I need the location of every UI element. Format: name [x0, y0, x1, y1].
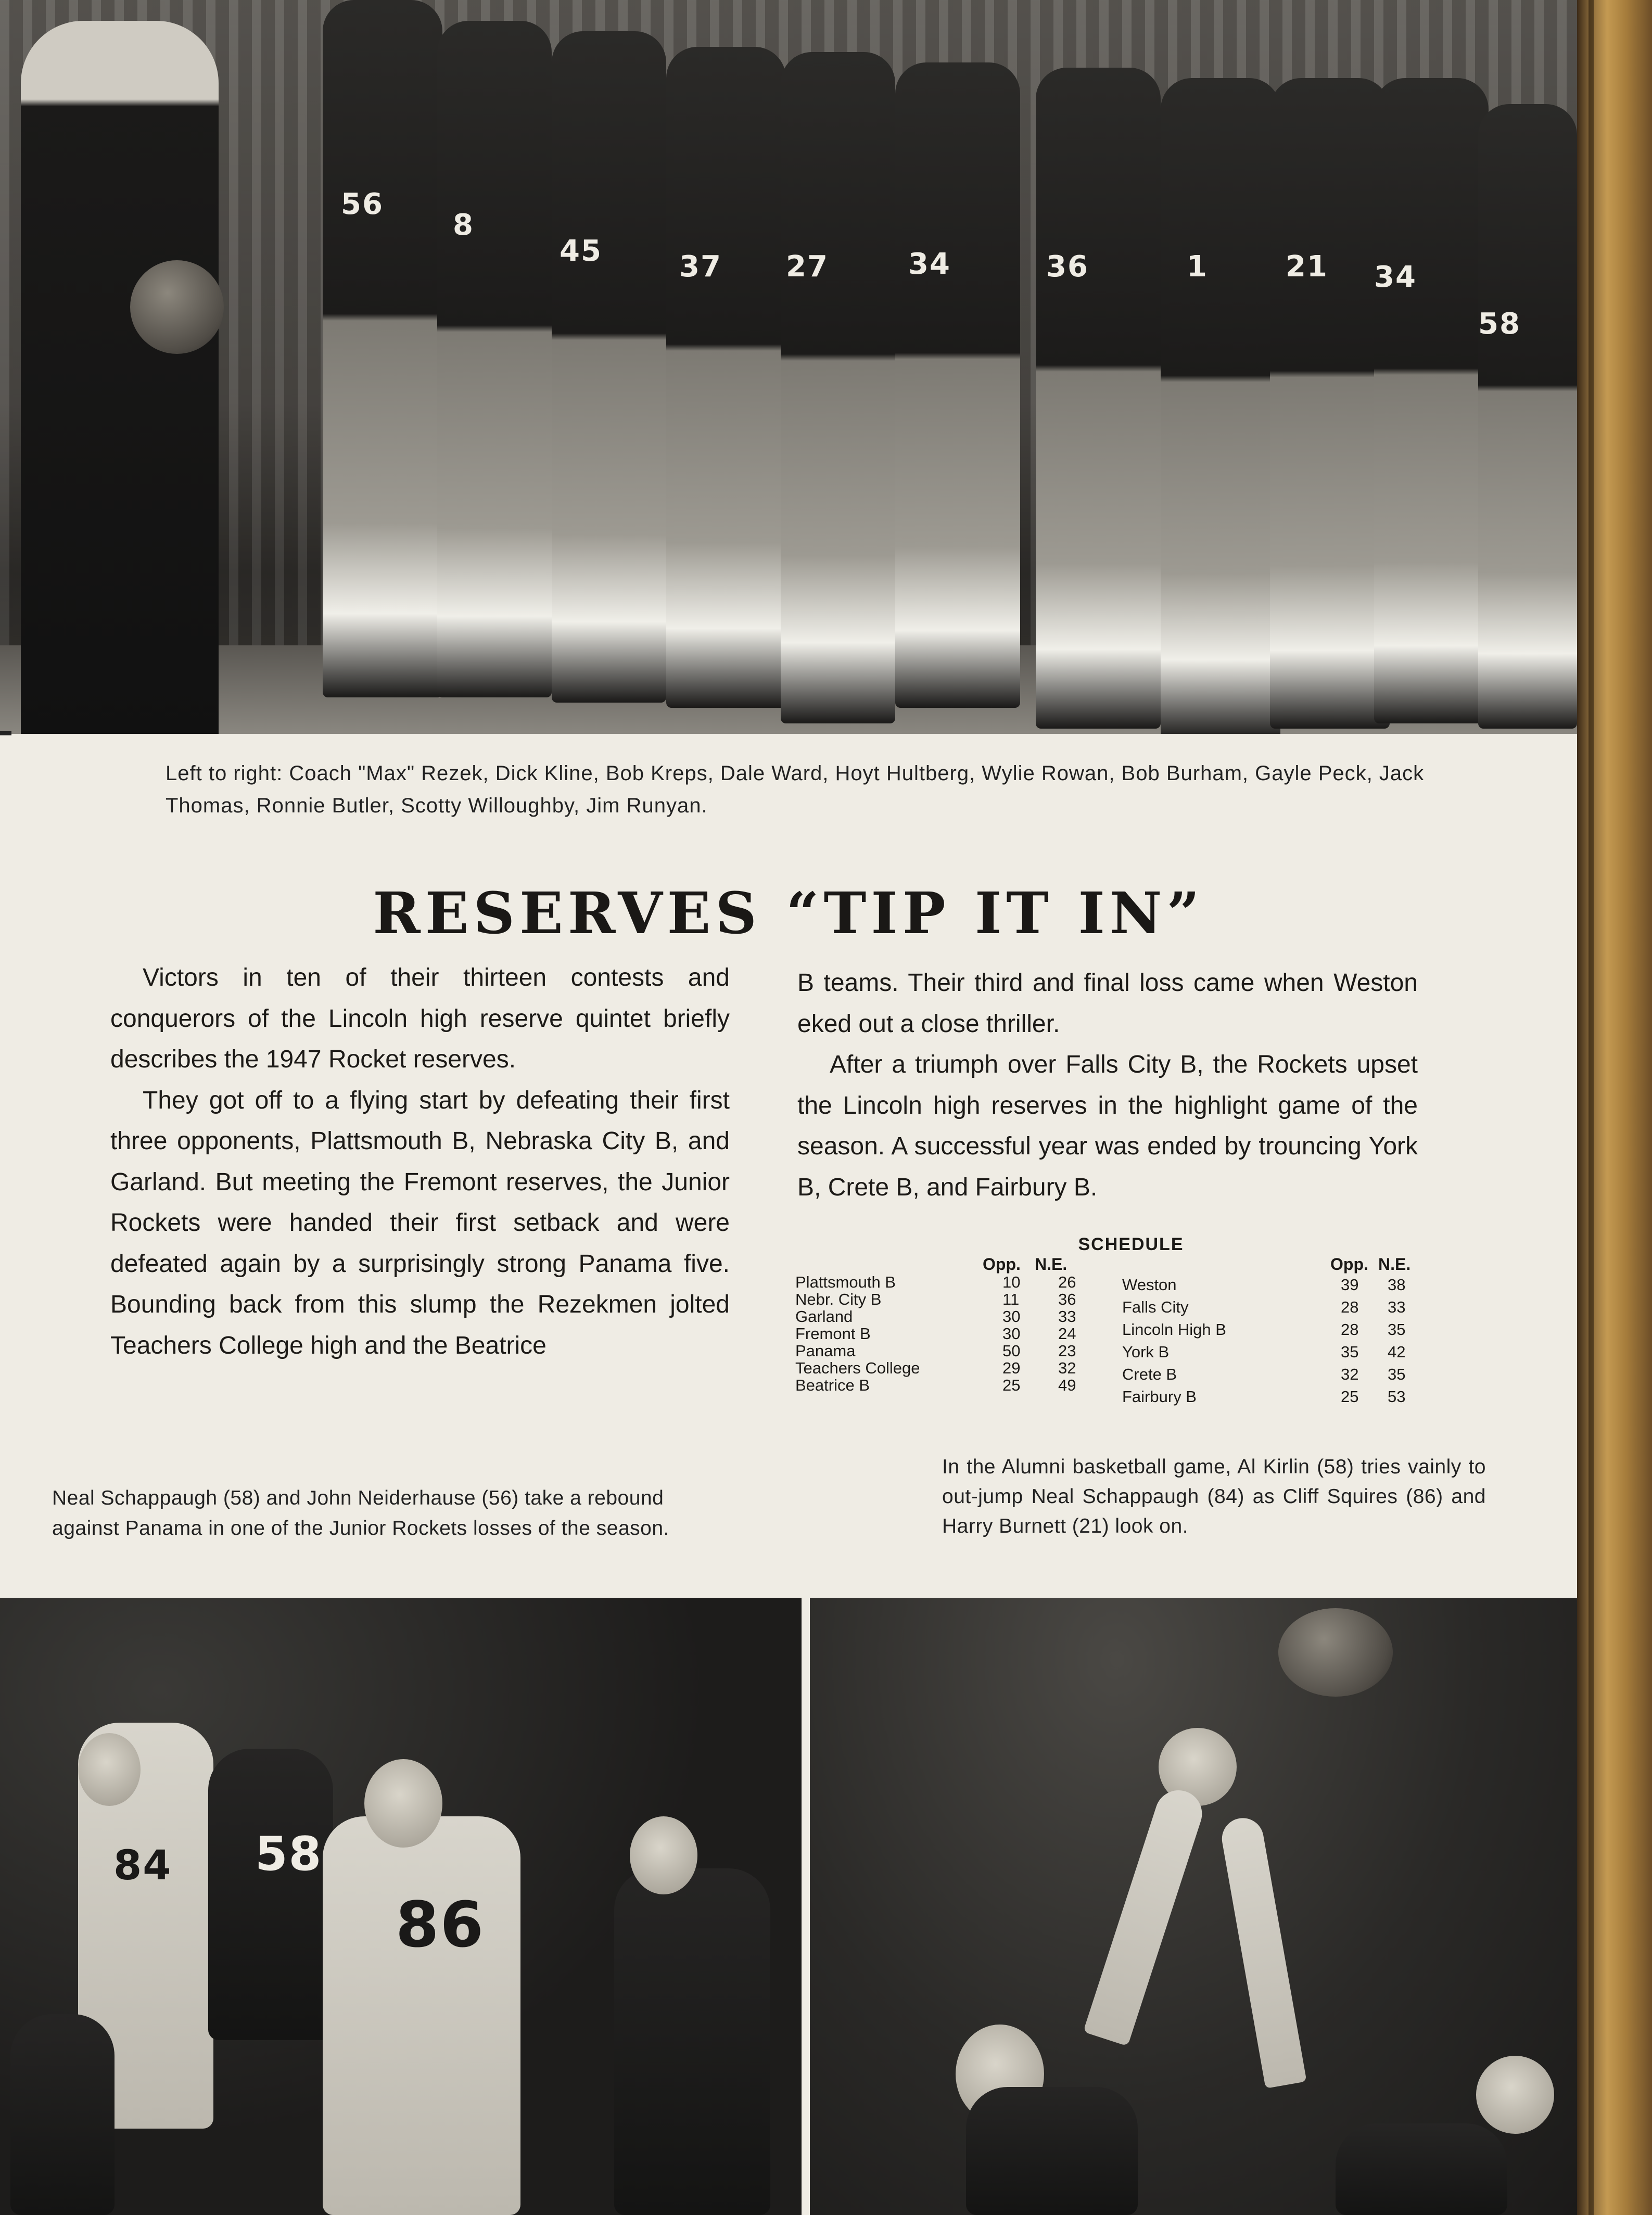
player-figure [437, 21, 552, 697]
schedule-row: Crete B 32 35 [1122, 1365, 1406, 1383]
player-figure [1036, 68, 1161, 729]
player-figure [323, 0, 442, 697]
article-paragraph: Victors in ten of their thirteen contests and conquerors of the Lincoln high reserve quintet briefly describes the 1947 Rocket reserves. [110, 964, 730, 1073]
player-head [1476, 2056, 1554, 2134]
jersey-number: 21 [1286, 250, 1328, 284]
jersey-number: 34 [1374, 260, 1417, 294]
photo-divider [802, 1598, 810, 2215]
coach-figure [21, 21, 219, 734]
player-head [630, 1816, 697, 1894]
schedule-title: SCHEDULE [1078, 1234, 1184, 1254]
schedule-row: York B 35 42 [1122, 1343, 1406, 1361]
player-head [364, 1759, 442, 1848]
basketball [130, 260, 224, 354]
player-figure [323, 1816, 520, 2215]
col-opp-header: Opp. [1330, 1255, 1368, 1274]
article-paragraph: B teams. Their third and final loss came when Weston eked out a close thriller. [797, 969, 1418, 1038]
jersey-number: 36 [1046, 250, 1089, 284]
jersey-number: 34 [908, 247, 951, 281]
schedule-row: Weston 39 38 [1122, 1276, 1406, 1294]
team-photo-caption: Left to right: Coach "Max" Rezek, Dick Kline, Bob Kreps, Dale Ward, Hoyt Hultberg, Wylie Rowan, Bob Burham, Gayle Peck, Jack Thomas, Ronnie Butler, Scotty Willoughby, Jim Runyan. [166, 762, 1425, 817]
player-figure [666, 47, 786, 708]
player-figure [552, 31, 666, 703]
schedule-row: Nebr. City B 11 36 [795, 1290, 1076, 1308]
article-paragraph: They got off to a flying start by defeating their first three opponents, Plattsmouth B, Nebraska City B, and Garland. But meeting the Fremont reserves, the Junior Rockets were handed their first setback and were defeated again by a surprisingly strong Panama five. Bounding back from this slump the Rezekmen jolted Teachers College high and the Beatrice [110, 1086, 730, 1359]
schedule-row: Lincoln High B 28 35 [1122, 1320, 1406, 1339]
schedule-row: Beatrice B 25 49 [795, 1376, 1076, 1394]
schedule-table [795, 1234, 1425, 1406]
game-photo-left-caption: Neal Schappaugh (58) and John Neiderhause (56) take a rebound against Panama in one of the Junior Rockets losses of the season. [52, 1487, 669, 1539]
schedule-row: Fremont B 30 24 [795, 1325, 1076, 1343]
player-figure [781, 52, 895, 723]
jersey-number: 27 [786, 250, 829, 284]
player-arm [1083, 1784, 1208, 2046]
player-figure [208, 1749, 333, 2040]
jersey-number: 58 [255, 1827, 323, 1881]
schedule-header [1122, 1255, 1429, 1274]
jersey-number: 45 [560, 234, 602, 268]
jersey-number: 86 [396, 1889, 485, 1962]
article-paragraph: After a triumph over Falls City B, the Rockets upset the Lincoln high reserves in the highlight game of the season. A successful year was ended by trouncing York B, Crete B, and Fairbury B. [797, 1051, 1418, 1201]
game-photo-right-caption: In the Alumni basketball game, Al Kirlin (58) tries vainly to out-jump Neal Schappaugh (84) as Cliff Squires (86) and Harry Burnett (21) look on. [942, 1456, 1486, 1537]
page-headline: RESERVES “TIP IT IN” [373, 880, 1204, 947]
corner-mark [0, 731, 11, 735]
jersey-number: 1 [1187, 250, 1208, 284]
player-figure [1374, 78, 1489, 723]
player-head [78, 1733, 141, 1806]
jersey-number: 56 [341, 187, 384, 221]
col-opp-header: Opp. [983, 1255, 1021, 1274]
player-figure [895, 62, 1020, 708]
col-ne-header: N.E. [1378, 1255, 1411, 1274]
jersey-number: 84 [113, 1842, 172, 1889]
player-arm [1218, 1815, 1306, 2089]
schedule-left-column [795, 1255, 1087, 1394]
team-photo [0, 0, 1577, 734]
article-left-column [110, 958, 730, 1366]
article-right-column [797, 963, 1418, 1208]
schedule-row: Fairbury B 25 53 [1122, 1387, 1406, 1406]
player-figure [1478, 104, 1577, 729]
binding-edge [1589, 0, 1594, 2215]
basketball [1278, 1608, 1393, 1697]
player-figure [1270, 78, 1390, 729]
schedule-right-column [1122, 1255, 1429, 1408]
schedule-row: Plattsmouth B 10 26 [795, 1273, 1076, 1291]
jersey-number: 58 [1478, 307, 1521, 341]
player-figure [1161, 78, 1280, 734]
jersey-number: 8 [453, 208, 474, 242]
player-figure [10, 2014, 115, 2215]
player-figure [966, 2087, 1138, 2215]
game-photo-left [0, 1598, 802, 2215]
jersey-number: 37 [679, 250, 722, 284]
player-figure [1336, 2123, 1507, 2215]
schedule-header [795, 1255, 1087, 1274]
schedule-row: Falls City 28 33 [1122, 1298, 1406, 1316]
player-figure [614, 1868, 770, 2215]
game-photo-right [810, 1598, 1577, 2215]
col-ne-header: N.E. [1035, 1255, 1068, 1274]
schedule-row: Teachers College 29 32 [795, 1359, 1076, 1377]
schedule-row: Panama 50 23 [795, 1342, 1076, 1360]
schedule-row: Garland 30 33 [795, 1307, 1076, 1326]
